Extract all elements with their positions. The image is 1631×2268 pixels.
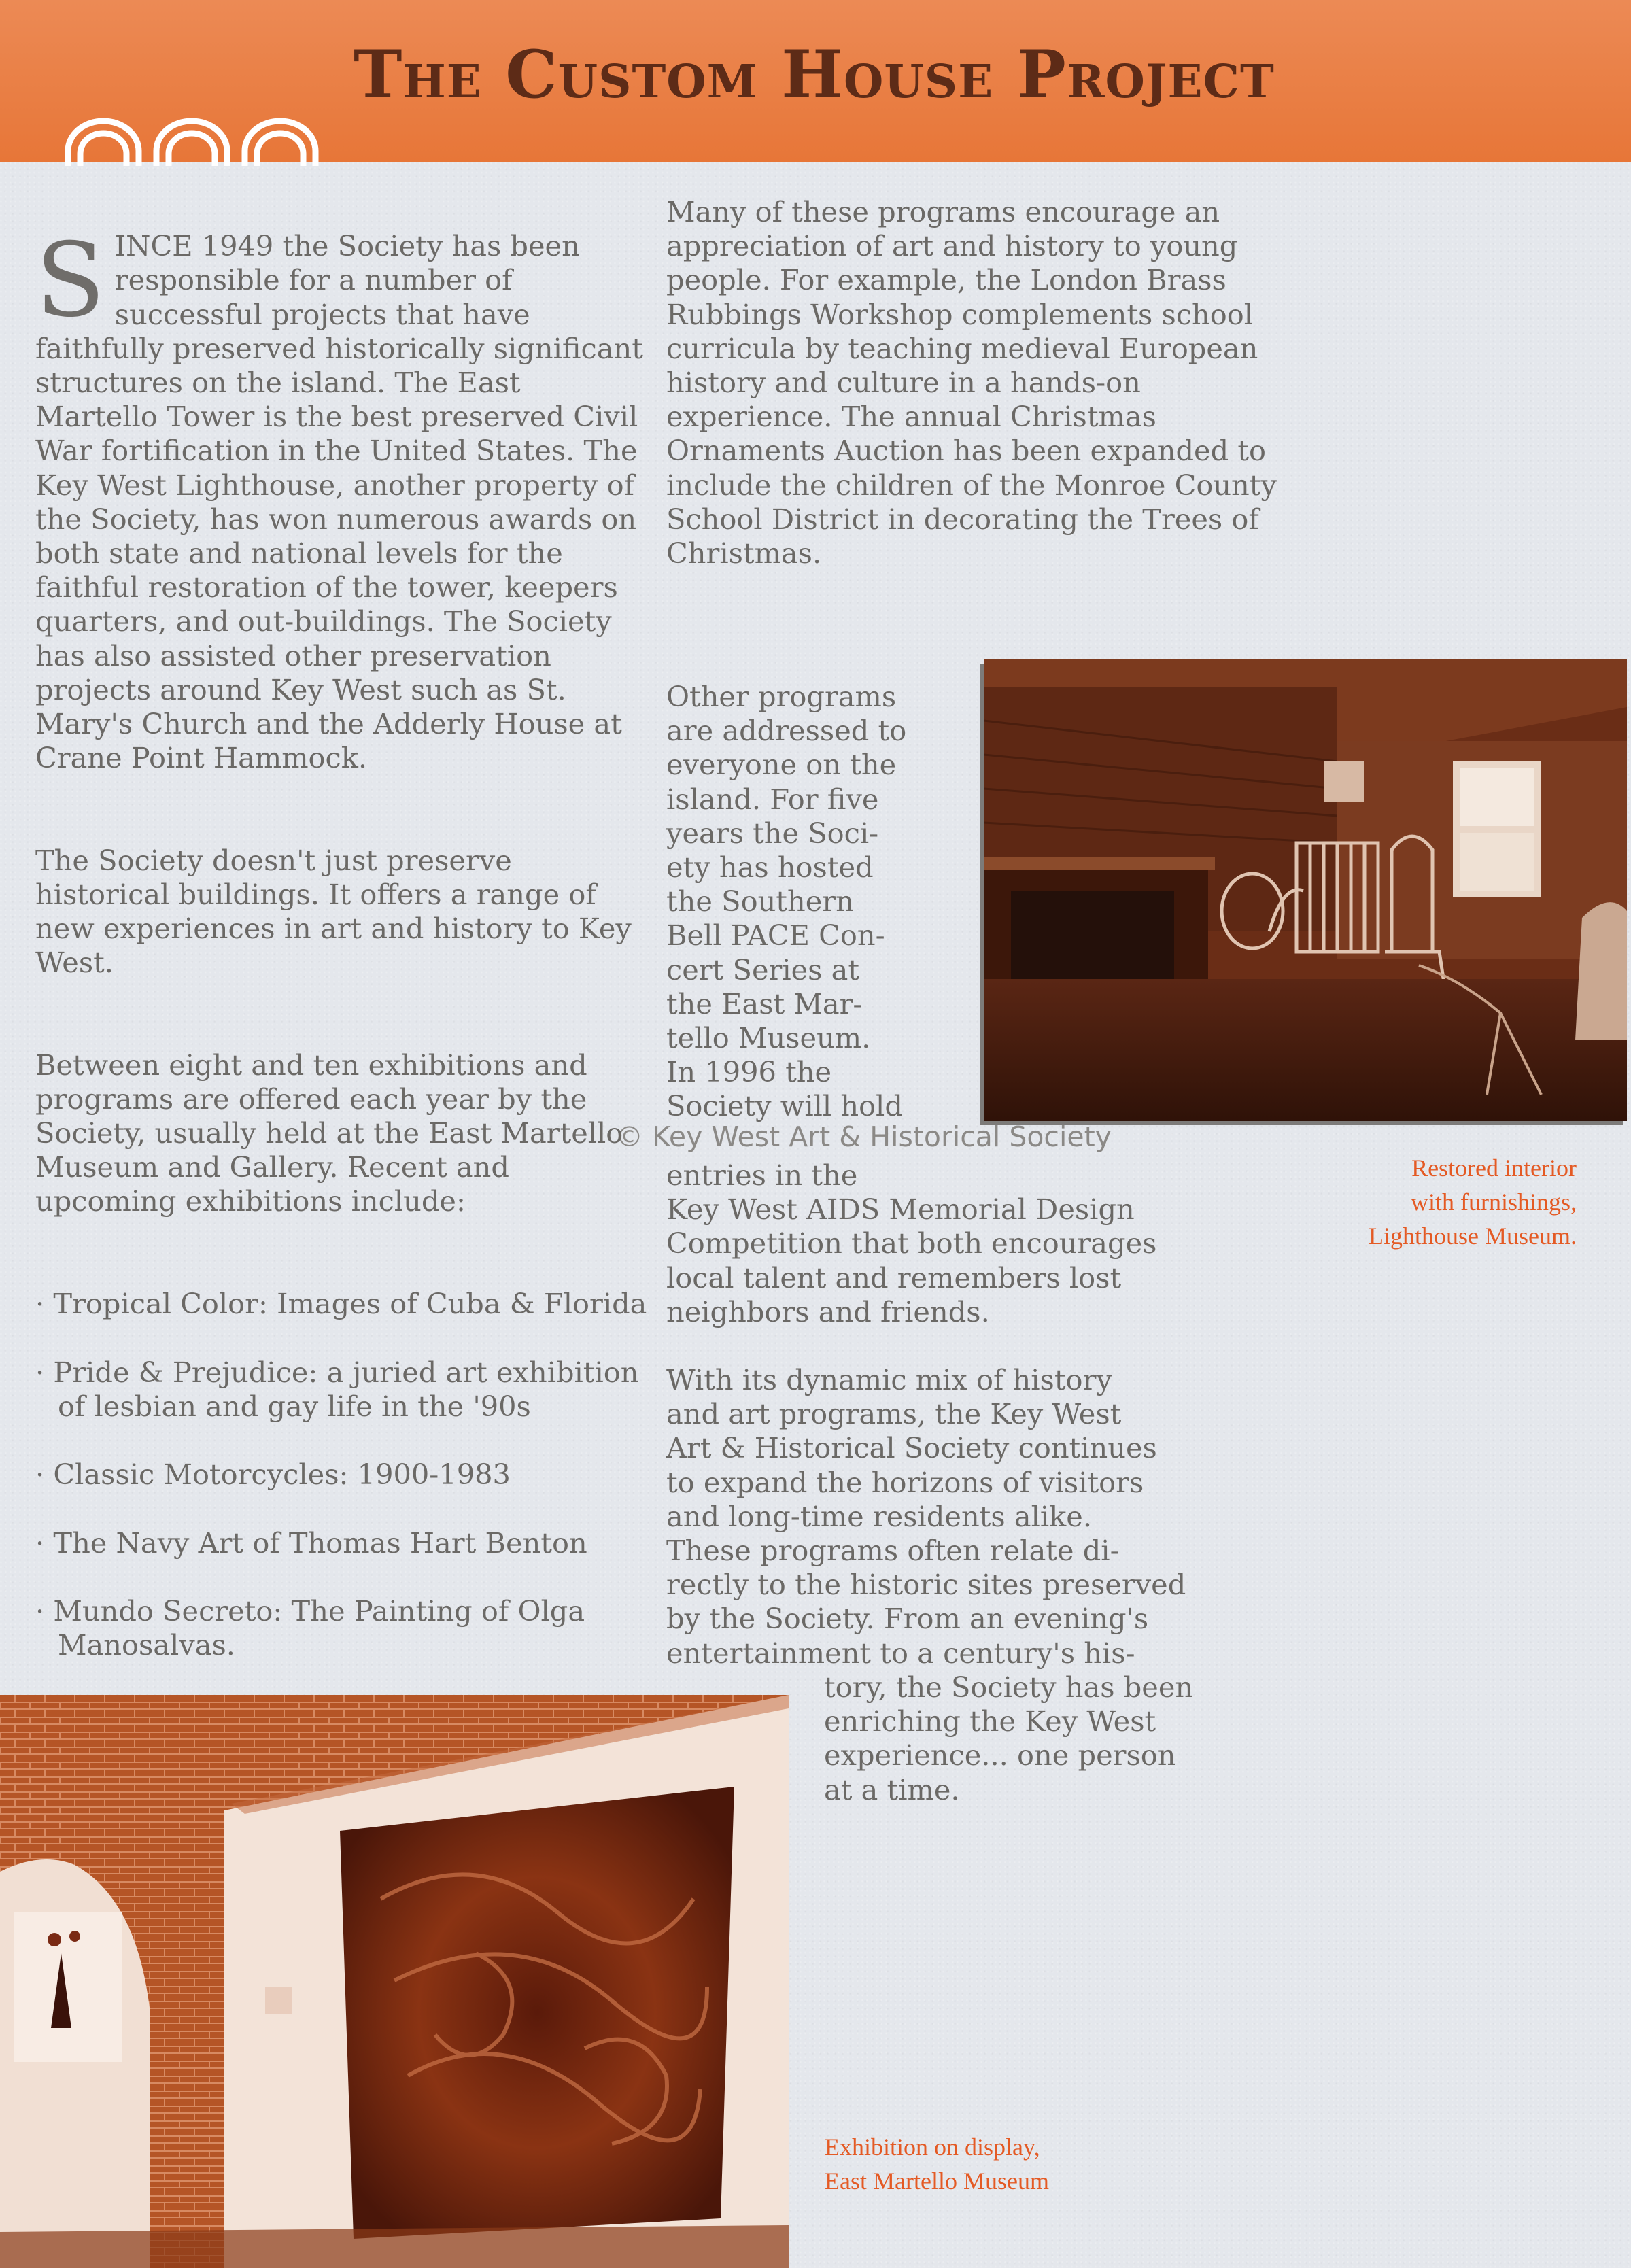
list-item: · Tropical Color: Images of Cuba & Florida <box>35 1287 647 1321</box>
exhibition-gallery-photo <box>0 1695 789 2268</box>
list-item: · The Navy Art of Thomas Hart Benton <box>35 1526 587 1560</box>
intro-paragraph <box>35 222 647 775</box>
preservation-paragraph: The Society doesn't just preserve historical buildings. It offers a range of new experiences in art and history to Key West. <box>35 843 632 980</box>
exhibitions-paragraph: Between eight and ten exhibitions and programs are offered each year by the Society, usually held at the East Martello Museum and Gallery. Recent and upcoming exhibitions include: <box>35 1048 623 1218</box>
arches-ornament-icon <box>63 117 321 171</box>
closing-paragraph-continued: tory, the Society has been enriching the Key West experience... one person at a time. <box>824 1670 1194 1806</box>
exhibition-gallery-illustration <box>0 1695 789 2268</box>
list-item: · Pride & Prejudice: a juried art exhibition of lesbian and gay life in the '90s <box>35 1355 639 1423</box>
article-column-left <box>35 195 647 1731</box>
exhibitions-list <box>35 1253 647 1697</box>
other-programs-paragraph: Other programs are addressed to everyone on the island. For five years the Soci- ety has hosted the Southern Bell PACE Con- cert Series at the East Mar- tello Museum. In 1996 the Society will hold <box>666 680 907 1123</box>
lighthouse-interior-illustration <box>984 659 1627 1121</box>
page-title: The Custom House Project <box>354 36 1275 113</box>
header-band <box>0 0 1631 162</box>
gallery-photo-caption: Exhibition on display, East Martello Museum <box>825 2133 1049 2195</box>
closing-paragraph: With its dynamic mix of history and art programs, the Key West Art & Historical Society continues to expand the horizons of visitors and long-time residents alike. These programs often relate di- rectly to the historic sites preserved by the Society. From an evening's entertainment to a century's his- <box>666 1363 1186 1670</box>
list-item: · Mundo Secreto: The Painting of Olga Manosalvas. <box>35 1594 585 1662</box>
intro-paragraph-text: INCE 1949 the Society has been responsible for a number of successful projects that have faithfully preserved historically significant structures on the island. The East Martello Tower is the best preserved Civil War fortification in the United States. The Key West Lighthouse, another property of the Society, has won numerous awards on both state and national levels for the faithful restoration of the tower, keepers quarters, and out-buildings. The Society has also assisted other preservation projects around Key West such as St. Mary's Church and the Adderly House at Crane Point Hammock. <box>35 229 643 775</box>
youth-programs-paragraph: Many of these programs encourage an appreciation of art and history to young people. For example, the London Brass Rubbings Workshop complements school curricula by teaching medieval European history and culture in a hands-on experience. The annual Christmas Ornaments Auction has been expanded to include the children of the Monroe County School District in decorating the Trees of Christmas. <box>666 195 1277 570</box>
list-item: · Classic Motorcycles: 1900-1983 <box>35 1458 511 1492</box>
lighthouse-interior-photo <box>984 659 1627 1121</box>
other-programs-paragraph-continued: entries in the Key West AIDS Memorial Design Competition that both encourages local talent and remembers lost neighbors and friends. <box>666 1158 1157 1328</box>
lighthouse-photo-caption: Restored interior with furnishings, Lighthouse Museum. <box>1369 1154 1577 1250</box>
copyright-watermark: © Key West Art & Historical Society <box>615 1120 1112 1153</box>
drop-cap: S <box>35 222 105 341</box>
